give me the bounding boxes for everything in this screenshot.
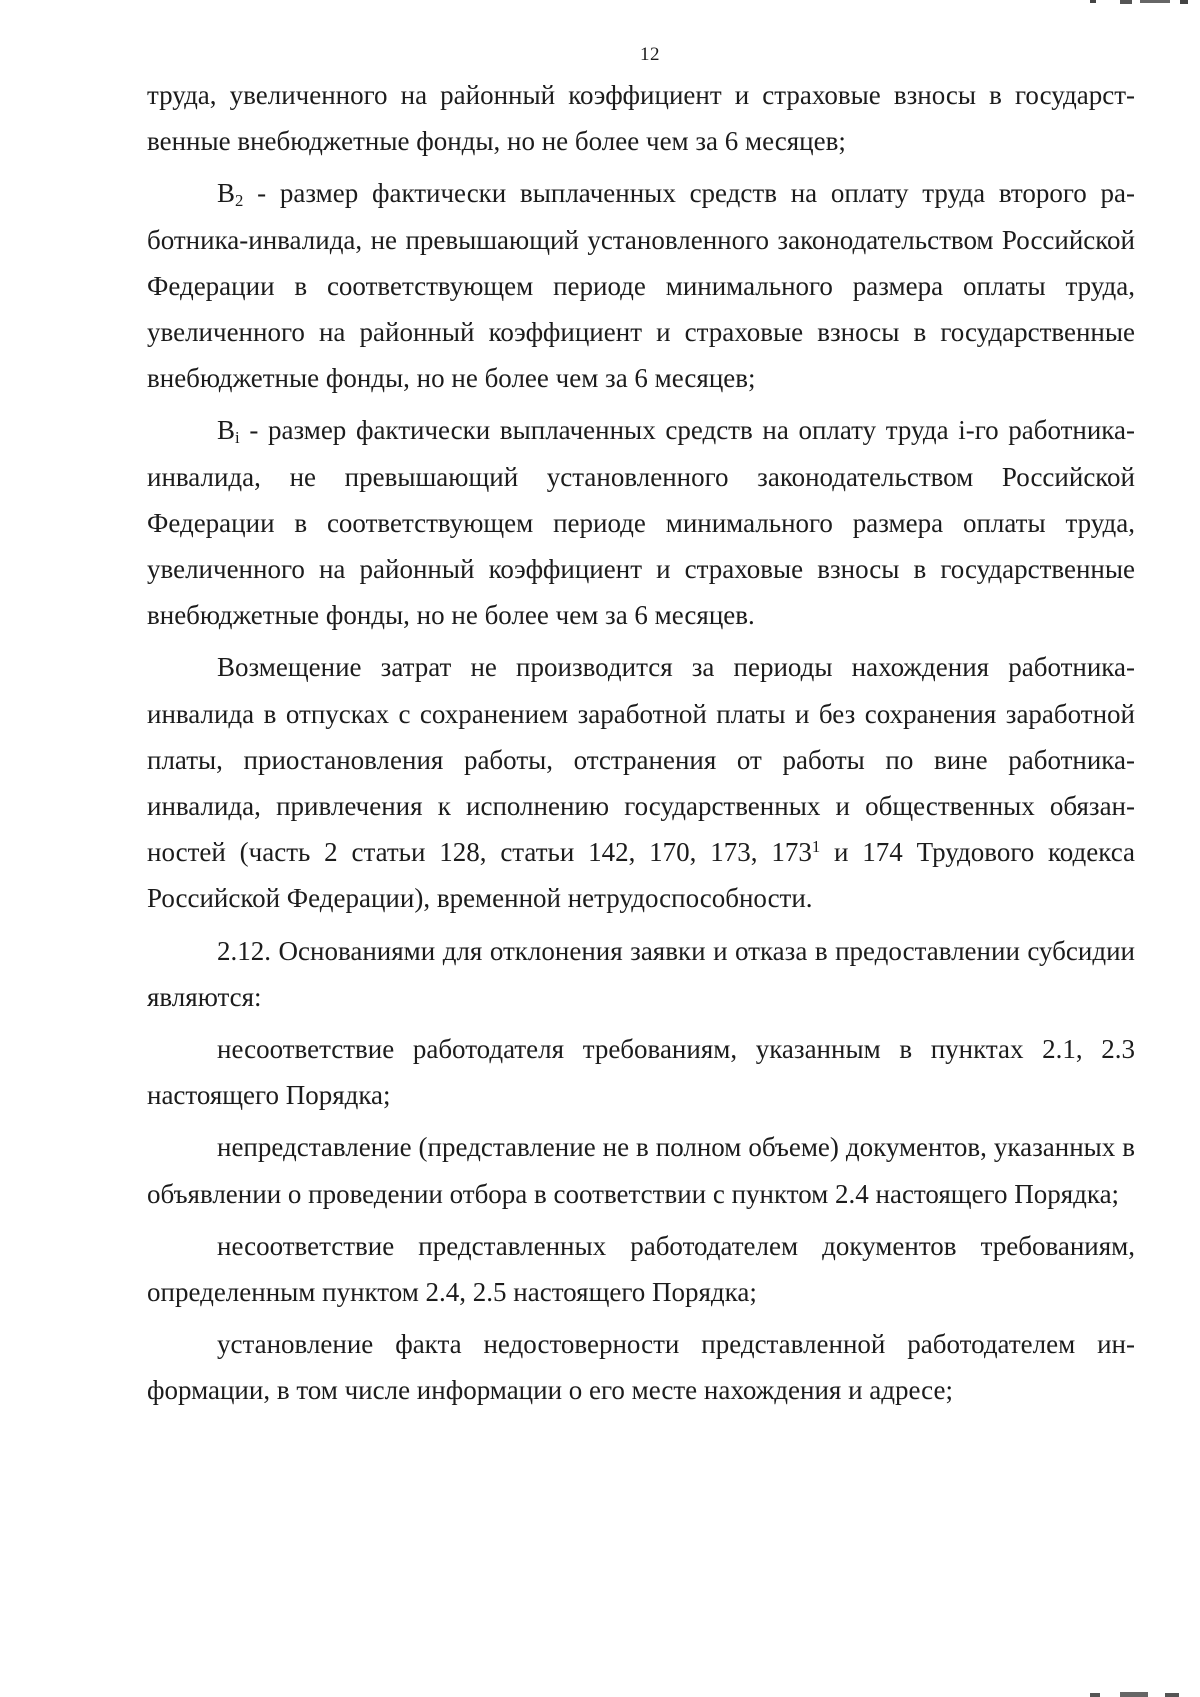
paragraph-text: - размер фактически выплаченных средств на оплату труда i-го работника-инвалида, не превышающий установленного законодательством Российской Федерации в соответствующем периоде минимального размера оплаты труда, увеличенного на районный коэффициент и страховые взносы в государственные внебюджетные фонды, но не более чем за 6 месяцев.: [147, 415, 1135, 631]
formula-subscript: 2: [235, 191, 244, 211]
page-number: 12: [640, 44, 660, 65]
paragraph-bi-definition: [147, 407, 1135, 638]
paragraph-ground-3: несоответствие представленных работодателем документов требованиям, определенным пунктом 2.4, 2.5 настоящего Порядка;: [147, 1230, 1135, 1308]
article-superscript: 1: [811, 837, 821, 857]
document-body: [147, 72, 1135, 1414]
paragraph-continuation: труда, увеличенного на районный коэффициент и страховые взносы в государственные внебюджетные фонды, но не более чем за 6 месяцев;: [147, 80, 1135, 157]
paragraph-cost-exclusions: [147, 644, 1135, 921]
paragraph-text: и 174 Трудового кодекса Российской Федерации), временной нетрудоспособности.: [147, 837, 1135, 914]
formula-symbol-b: B: [217, 178, 236, 209]
paragraph-section-2-12: 2.12. Основаниями для отклонения заявки и отказа в предоставлении субсидии являются:: [147, 935, 1135, 1012]
paragraph-b2-definition: [147, 170, 1135, 401]
paragraph-ground-1: несоответствие работодателя требованиям, указанным в пунктах 2.1, 2.3 настоящего Порядка;: [147, 1034, 1135, 1111]
paragraph-ground-4: установление факта недостоверности представленной работодателем информации, в том числе информации о его месте нахождения и адресе;: [147, 1329, 1135, 1406]
formula-subscript: i: [235, 428, 240, 448]
paragraph-text: Возмещение затрат не производится за периоды нахождения работника-инвалида в отпусках с сохранением заработной платы и без сохранения заработной платы, приостановления работы, отстранения от работы по вине работника-инвалида, привлечения к исполнению государственных и общественных обязанностей (часть 2 статьи 128, статьи 142, 170, 173, 173: [147, 652, 1135, 868]
scan-artifact-bottom: [1070, 1689, 1200, 1697]
formula-symbol-b: B: [217, 415, 236, 446]
paragraph-text: - размер фактически выплаченных средств на оплату труда второго работника-инвалида, не превышающий установленного законодательством Российской Федерации в соответствующем периоде минимального размера оплаты труда, увеличенного на районный коэффициент и страховые взносы в государственные внебюджетные фонды, но не более чем за 6 месяцев;: [147, 178, 1135, 394]
scan-artifact-top: [1080, 0, 1200, 10]
paragraph-ground-2: непредставление (представление не в полном объеме) документов, указанных в объявлении о проведении отбора в соответствии с пунктом 2.4 настоящего Порядка;: [147, 1132, 1135, 1209]
